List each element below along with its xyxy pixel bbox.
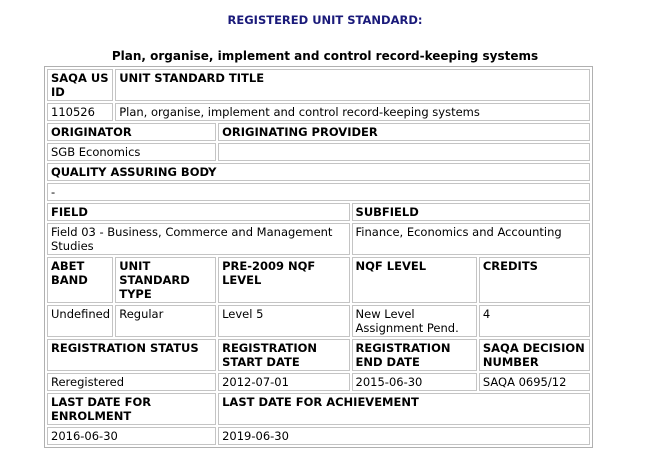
- table-row: [47, 305, 590, 337]
- table-row: [47, 223, 590, 255]
- table-row: [47, 143, 590, 161]
- table-row: [47, 183, 590, 201]
- field-label: FIELD: [47, 203, 350, 221]
- table-row: [47, 257, 590, 303]
- originating-provider-value: [218, 143, 590, 161]
- unit-standard-title-value: Plan, organise, implement and control record-keeping systems: [115, 103, 590, 121]
- table-row: [47, 373, 590, 391]
- table-row: [47, 203, 590, 221]
- abet-band-label: ABET BAND: [47, 257, 113, 303]
- quality-assuring-body-value: -: [47, 183, 590, 201]
- credits-label: CREDITS: [479, 257, 590, 303]
- unit-standard-title-heading: Plan, organise, implement and control record-keeping systems: [111, 49, 539, 63]
- table-row: [47, 427, 590, 445]
- originator-value: SGB Economics: [47, 143, 216, 161]
- unit-standard-type-label: UNIT STANDARD TYPE: [115, 257, 216, 303]
- registration-end-date-label: REGISTRATION END DATE: [352, 339, 477, 371]
- registration-start-date-label: REGISTRATION START DATE: [218, 339, 349, 371]
- saqa-us-id-value: 110526: [47, 103, 113, 121]
- unit-standard-type-value: Regular: [115, 305, 216, 337]
- document-heading: REGISTERED UNIT STANDARD:: [227, 13, 423, 27]
- nqf-level-value: New Level Assignment Pend.: [352, 305, 477, 337]
- originator-label: ORIGINATOR: [47, 123, 216, 141]
- registration-start-date-value: 2012-07-01: [218, 373, 349, 391]
- table-row: [47, 339, 590, 371]
- saqa-us-id-label: SAQA US ID: [47, 69, 113, 101]
- field-value: Field 03 - Business, Commerce and Management Studies: [47, 223, 350, 255]
- unit-standard-table: [44, 66, 593, 448]
- last-date-for-enrolment-label: LAST DATE FOR ENROLMENT: [47, 393, 216, 425]
- pre2009-nqf-level-value: Level 5: [218, 305, 349, 337]
- table-row: [47, 69, 590, 101]
- originating-provider-label: ORIGINATING PROVIDER: [218, 123, 590, 141]
- last-date-for-achievement-label: LAST DATE FOR ACHIEVEMENT: [218, 393, 590, 425]
- pre2009-nqf-level-label: PRE-2009 NQF LEVEL: [218, 257, 349, 303]
- subfield-value: Finance, Economics and Accounting: [352, 223, 590, 255]
- registration-status-value: Reregistered: [47, 373, 216, 391]
- saqa-decision-number-label: SAQA DECISION NUMBER: [479, 339, 590, 371]
- table-row: [47, 123, 590, 141]
- table-row: [47, 103, 590, 121]
- unit-standard-title-label: UNIT STANDARD TITLE: [115, 69, 590, 101]
- last-date-for-achievement-value: 2019-06-30: [218, 427, 590, 445]
- last-date-for-enrolment-value: 2016-06-30: [47, 427, 216, 445]
- nqf-level-label: NQF LEVEL: [352, 257, 477, 303]
- saqa-decision-number-value: SAQA 0695/12: [479, 373, 590, 391]
- registration-end-date-value: 2015-06-30: [352, 373, 477, 391]
- subfield-label: SUBFIELD: [352, 203, 590, 221]
- quality-assuring-body-label: QUALITY ASSURING BODY: [47, 163, 590, 181]
- credits-value: 4: [479, 305, 590, 337]
- abet-band-value: Undefined: [47, 305, 113, 337]
- table-row: [47, 393, 590, 425]
- registration-status-label: REGISTRATION STATUS: [47, 339, 216, 371]
- table-row: [47, 163, 590, 181]
